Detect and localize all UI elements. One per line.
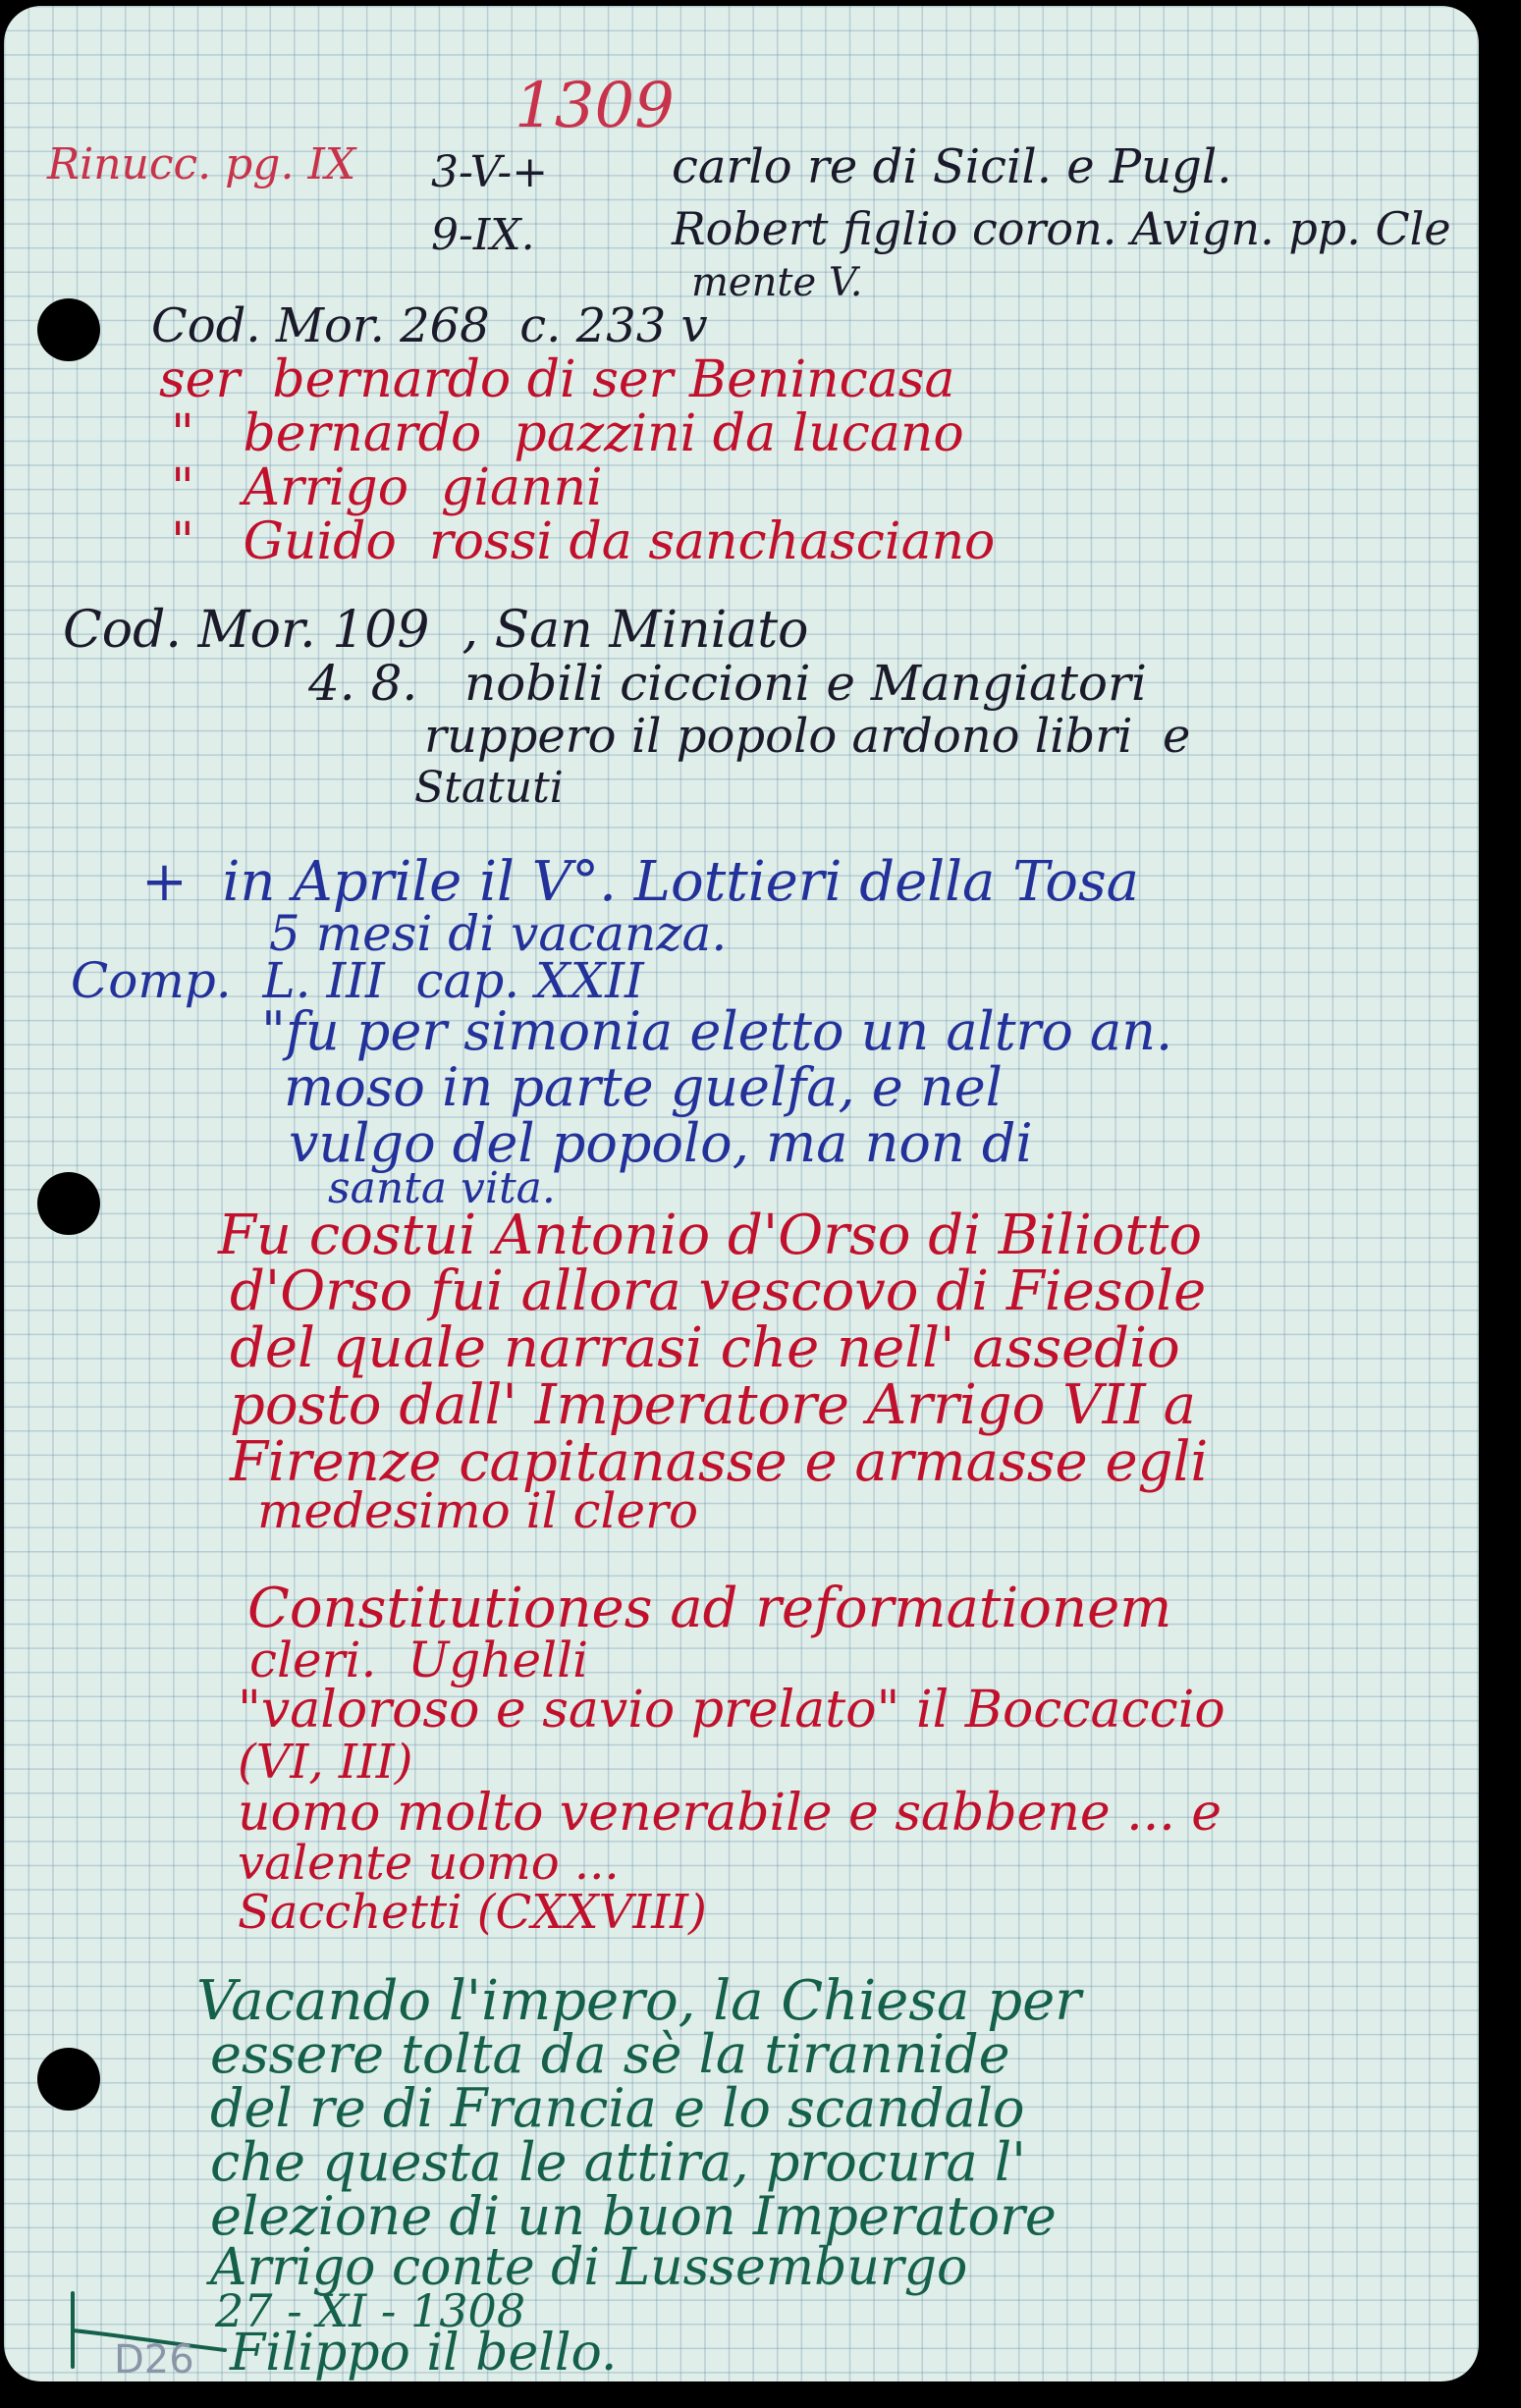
binder-hole-bottom (37, 2048, 100, 2111)
codex-109-line-1: 4. 8. nobili ciccioni e Mangiatori (308, 655, 1147, 712)
crimson-para2-line-3: "valoroso e savio prelato" il Boccaccio (238, 1681, 1225, 1739)
crimson-para2-line-6: valente uomo ... (238, 1836, 620, 1891)
crimson-para1-line-1: Fu costui Antonio d'Orso di Biliotto (218, 1204, 1203, 1267)
crimson-para2-line-1: Constitutiones ad reformationem (247, 1577, 1172, 1640)
note-card (4, 6, 1479, 2381)
blue-line-2: 5 mesi di vacanza. (269, 905, 728, 962)
green-line-5: elezione di un buon Imperatore (210, 2185, 1057, 2247)
blue-line-3: Comp. L. III cap. XXII (71, 952, 644, 1009)
header-text-3: mente V. (691, 260, 863, 305)
year-heading: 1309 (515, 70, 675, 142)
green-line-3: del re di Francia e lo scandalo (210, 2077, 1025, 2139)
binder-hole-top (37, 298, 100, 361)
archive-stamp: D26 (114, 2337, 194, 2381)
name-line-2: " bernardo pazzini da lucano (171, 404, 964, 463)
header-text-1: carlo re di Sicil. e Pugl. (672, 139, 1232, 194)
crimson-para1-line-6: medesimo il clero (257, 1482, 699, 1539)
blue-line-4: "fu per simonia eletto un altro an. (261, 1000, 1173, 1062)
green-line-1: Vacando l'impero, la Chiesa per (196, 1969, 1082, 2033)
crimson-para1-line-5: Firenze capitanasse e armasse egli (230, 1430, 1209, 1494)
binder-hole-middle (37, 1172, 100, 1235)
green-line-7: 27 - XI - 1308 (215, 2284, 526, 2337)
header-date-2: 9-IX. (431, 210, 535, 260)
crimson-para2-line-4: (VI, III) (238, 1735, 413, 1790)
blue-line-1: + in Aprile il V°. Lottieri della Tosa (141, 850, 1140, 914)
green-line-8: Filippo il bello. (230, 2324, 618, 2381)
header-date-1: 3-V-+ (431, 147, 549, 197)
codex-109-line-3: Statuti (414, 763, 564, 813)
crimson-para1-line-3: del quale narrasi che nell' assedio (230, 1316, 1180, 1380)
name-line-4: " Guido rossi da sanchasciano (171, 512, 996, 571)
header-text-2: Robert figlio coron. Avign. pp. Cle (672, 202, 1451, 255)
blue-line-6: vulgo del popolo, ma non di (289, 1112, 1033, 1174)
codex-reference-109: Cod. Mor. 109 , San Miniato (63, 601, 809, 660)
green-line-2: essere tolta da sè la tirannide (210, 2023, 1010, 2085)
green-line-4: che questa le attira, procura l' (210, 2131, 1027, 2193)
crimson-para2-line-7: Sacchetti (CXXVIII) (238, 1885, 707, 1940)
source-reference: Rinucc. pg. IX (47, 139, 356, 189)
crimson-para2-line-5: uomo molto venerabile e sabbene ... e (238, 1784, 1222, 1843)
codex-reference-268: Cod. Mor. 268 c. 233 v (151, 298, 708, 353)
name-line-1: ser bernardo di ser Benincasa (159, 350, 955, 409)
crimson-para2-line-2: cleri. Ughelli (249, 1632, 589, 1688)
name-line-3: " Arrigo gianni (171, 458, 603, 517)
crimson-para1-line-2: d'Orso fui allora vescovo di Fiesole (230, 1259, 1207, 1323)
green-line-6: Arrigo conte di Lussemburgo (210, 2238, 968, 2297)
blue-line-5: moso in parte guelfa, e nel (284, 1056, 1003, 1118)
crimson-para1-line-4: posto dall' Imperatore Arrigo VII a (230, 1373, 1196, 1437)
blue-line-7: santa vita. (328, 1163, 556, 1213)
codex-109-line-2: ruppero il popolo ardono libri e (424, 709, 1191, 764)
